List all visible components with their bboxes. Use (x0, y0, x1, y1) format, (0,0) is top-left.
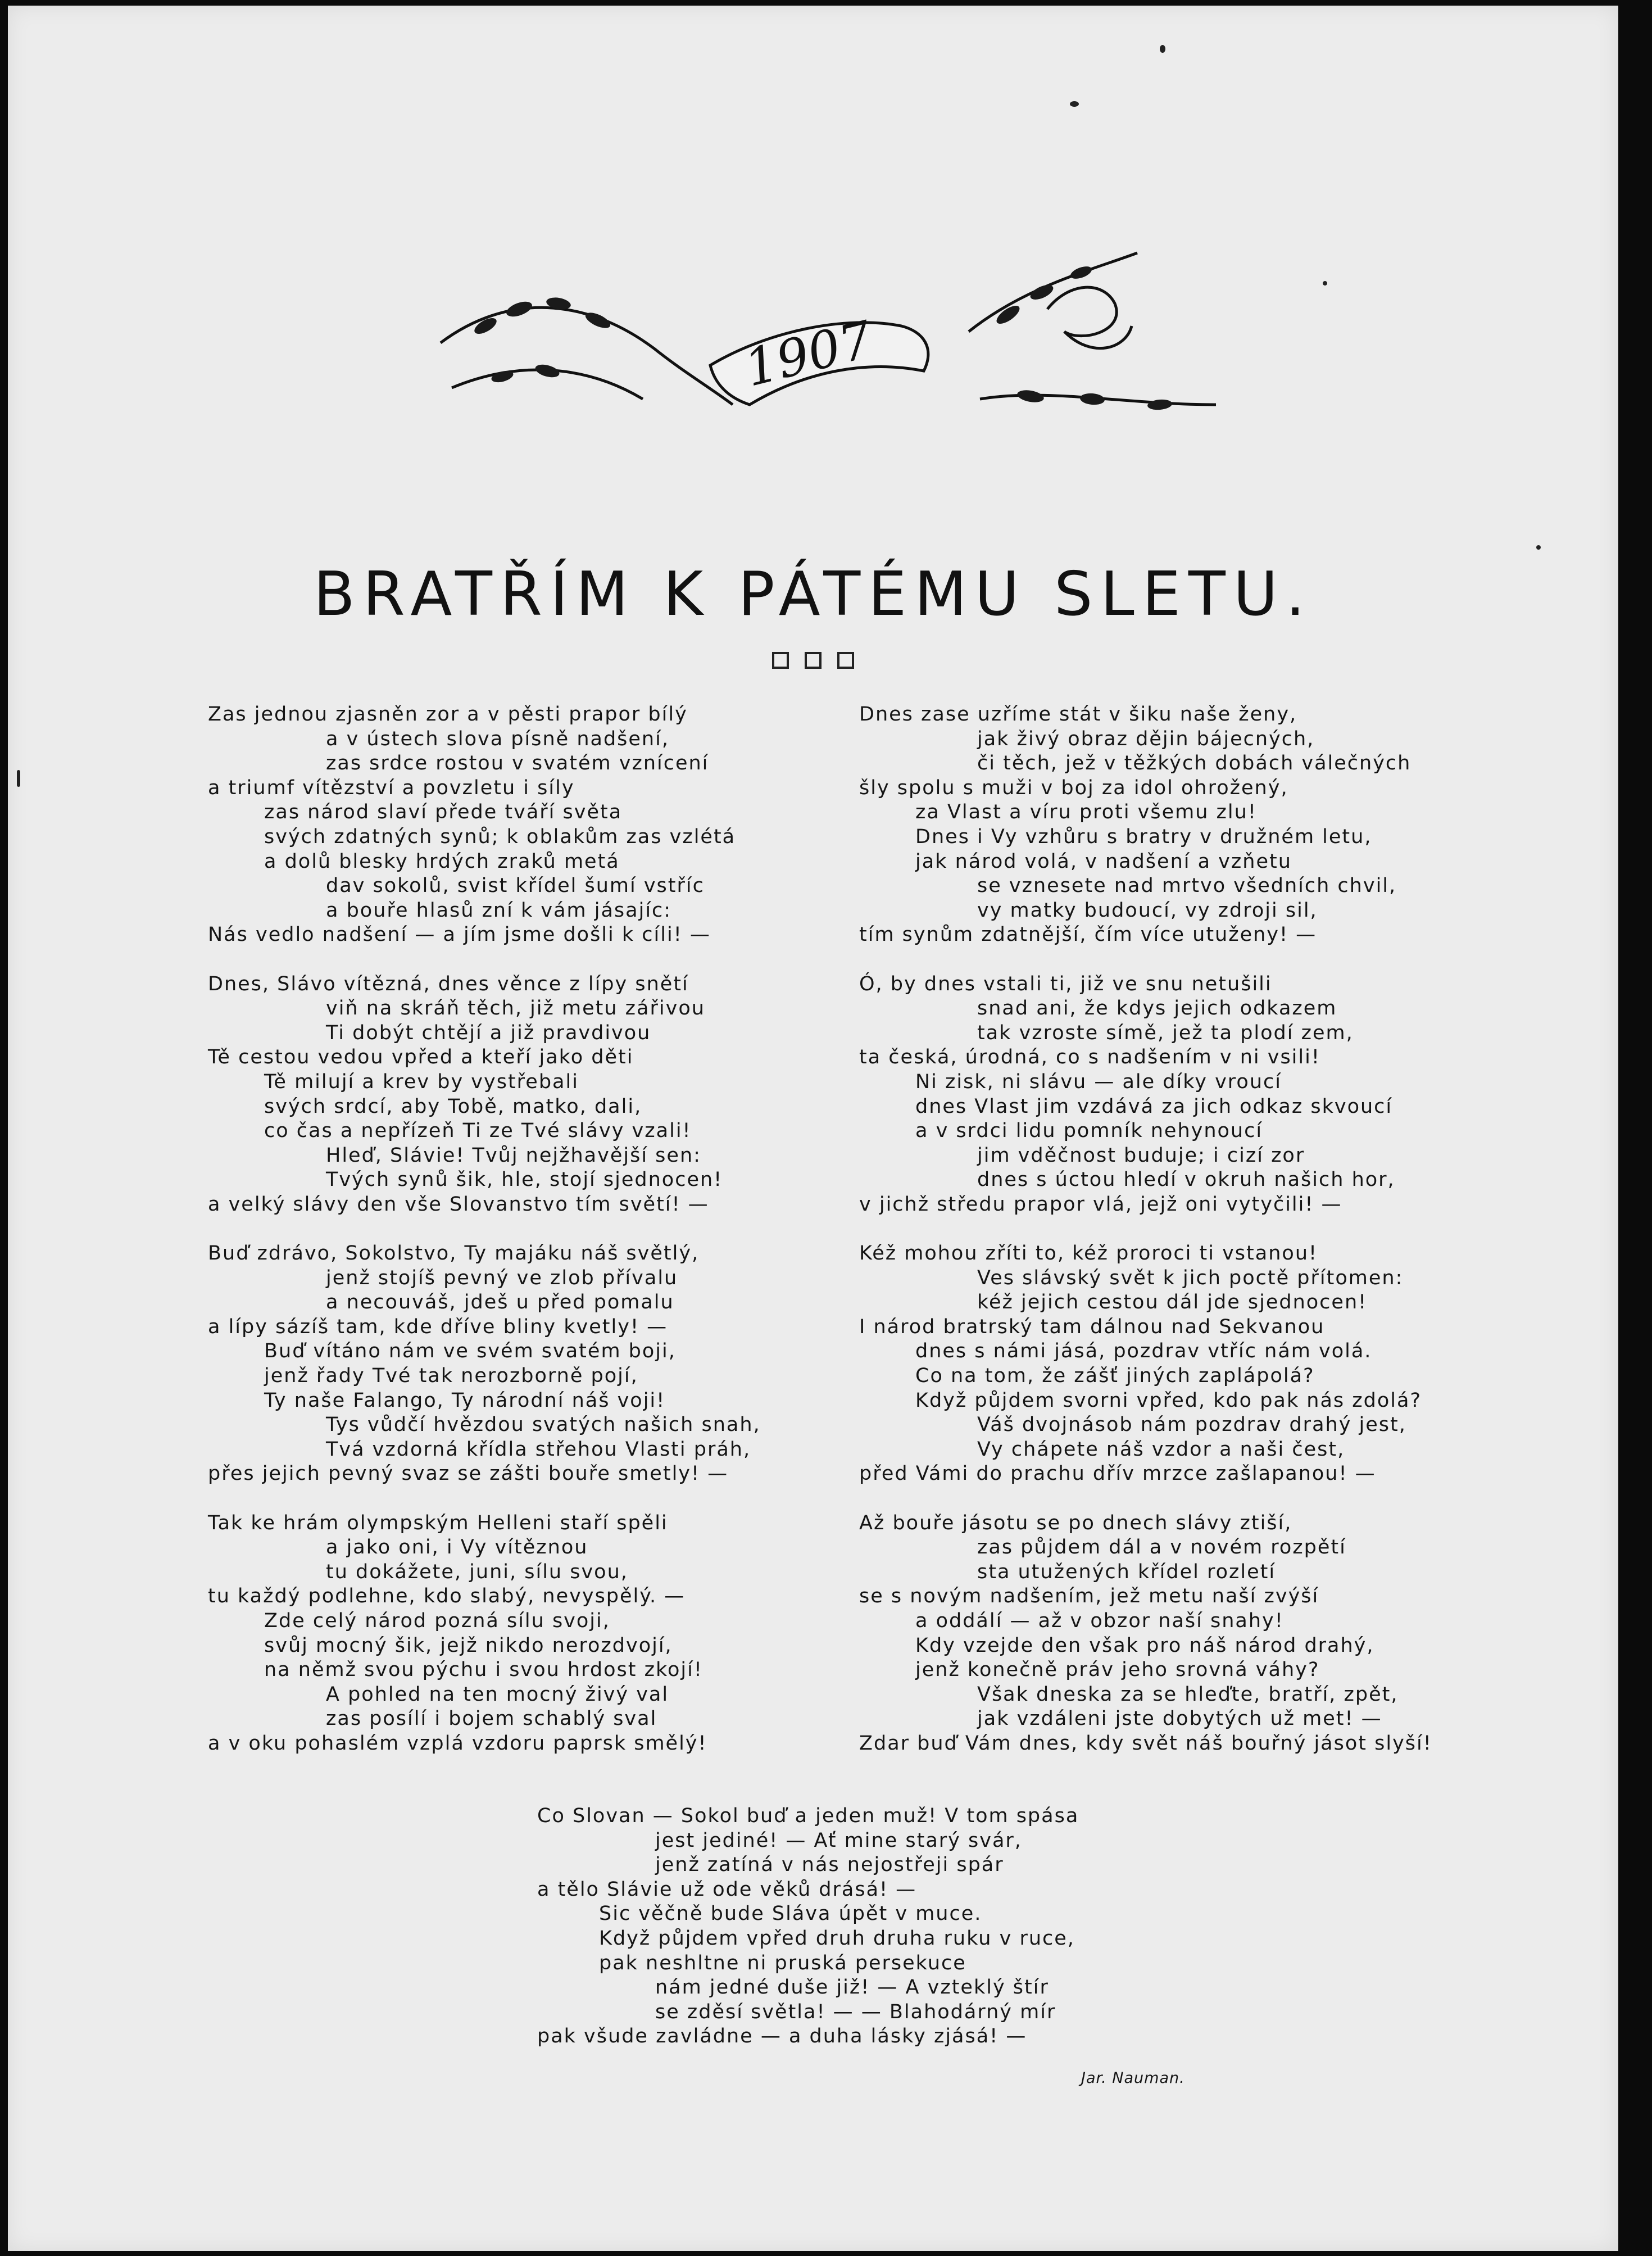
verse-line: tu dokážete, juni, sílu svou, (326, 1560, 628, 1583)
verse-line: Buď zdrávo, Sokolstvo, Ty majáku náš světlý, (208, 1242, 700, 1265)
verse-line: a dolů blesky hrdých zraků metá (264, 850, 620, 873)
verse-line: dnes s úctou hledí v okruh našich hor, (977, 1168, 1395, 1192)
verse-line: Tvá vzdorná křídla střehou Vlasti práh, (326, 1438, 751, 1461)
verse-line: jak národ volá, v nadšení a vzňetu (915, 850, 1292, 873)
verse-line: svůj mocný šik, jejž nikdo nerozdvojí, (264, 1634, 673, 1657)
verse-line: Ves slávský svět k jich poctě přítomen: (977, 1266, 1404, 1289)
verse-line: A pohled na ten mocný živý val (326, 1683, 669, 1706)
verse-line: pak neshltne ni pruská persekuce (599, 1951, 966, 1974)
verse-line: Vy chápete náš vzdor a naši čest, (977, 1438, 1345, 1461)
verse-line: jest jediné! — Ať mine starý svár, (655, 1829, 1022, 1852)
verse-line: Když půjdem vpřed druh druha ruku v ruce, (599, 1927, 1075, 1950)
paper-speck (1536, 545, 1541, 550)
paper-speck (1160, 45, 1165, 53)
poem-right-column (859, 703, 1432, 1781)
verse-line: pak všude zavládne — a duha lásky zjásá! — (537, 2025, 1027, 2048)
title-ornament (8, 652, 1618, 669)
verse-line: za Vlast a víru proti všemu zlu! (915, 801, 1257, 824)
verse-line: jak živý obraz dějin bájecných, (977, 727, 1315, 750)
verse-line: Sic věčně bude Sláva úpět v muce. (599, 1902, 982, 1926)
verse-line: ta česká, úrodná, co s nadšením v ni vsili! (859, 1046, 1320, 1069)
poem-title: BRATŘÍM K PÁTÉMU SLETU. (313, 559, 1313, 629)
verse-line: přes jejich pevný svaz se zášti bouře smetly! — (208, 1462, 729, 1485)
verse-line: Co na tom, že zášť jiných zaplápolá? (915, 1365, 1315, 1388)
page-sheet (8, 6, 1618, 2251)
verse-line: Co Slovan — Sokol buď a jeden muž! V tom spása (537, 1805, 1079, 1827)
ornamental-vignette (418, 219, 1261, 523)
verse-line: Buď vítáno nám ve svém svatém boji, (264, 1340, 676, 1363)
paper-speck (17, 770, 20, 787)
stanza (859, 972, 1432, 1217)
verse-line: Zas jednou zjasněn zor a v pěsti prapor bílý (208, 703, 688, 726)
verse-line: Nás vedlo nadšení — a jím jsme došli k cíli! — (208, 923, 711, 946)
verse-line: Tě cestou vedou vpřed a kteří jako děti (208, 1046, 634, 1069)
verse-line: jim vděčnost buduje; i cizí zor (977, 1144, 1305, 1167)
verse-line: jak vzdáleni jste dobytých už met! — (977, 1707, 1382, 1730)
verse-line: a v oku pohaslém vzplá vzdoru paprsk smělý! (208, 1732, 707, 1755)
verse-line: Tys vůdčí hvězdou svatých našich snah, (326, 1414, 761, 1437)
verse-line: nám jedné duše již! — A vzteklý štír (655, 1976, 1049, 1999)
verse-line: Váš dvojnásob nám pozdrav drahý jest, (977, 1414, 1406, 1437)
verse-line: zas národ slaví přede tváří světa (264, 801, 623, 824)
verse-line: šly spolu s muži v boj za idol ohrožený, (859, 776, 1288, 799)
stanza (859, 703, 1432, 948)
verse-line: snad ani, že kdys jejich odkazem (977, 997, 1337, 1020)
verse-line: jenž řady Tvé tak nerozborně pojí, (264, 1365, 638, 1388)
verse-line: dav sokolů, svist křídel šumí vstříc (326, 875, 705, 898)
verse-line: Ni zisk, ni slávu — ale díky vroucí (915, 1070, 1282, 1093)
verse-line: zas půjdem dál a v novém rozpětí (977, 1536, 1346, 1559)
verse-line: vy matky budoucí, vy zdroji sil, (977, 899, 1318, 922)
verse-line: a jako oni, i Vy vítěznou (326, 1536, 588, 1559)
verse-line: Ó, by dnes vstali ti, již ve snu netušili (859, 972, 1272, 995)
vignette-year: 1907 (739, 310, 878, 398)
verse-line: svých zdatných synů; k oblakům zas vzlétá (264, 825, 736, 848)
verse-line: tím synům zdatnější, čím více utuženy! — (859, 923, 1317, 946)
verse-line: Hleď, Slávie! Tvůj nejžhavější sen: (326, 1144, 701, 1167)
verse-line: sta utužených křídel rozletí (977, 1560, 1276, 1583)
verse-line: Ti dobýt chtějí a již pravdivou (326, 1021, 651, 1044)
verse-line: Tvých synů šik, hle, stojí sjednocen! (326, 1168, 723, 1192)
verse-line: či těch, jež v těžkých dobách válečných (977, 752, 1412, 775)
verse-line: Dnes i Vy vzhůru s bratry v družném letu, (915, 825, 1372, 848)
verse-line: v jichž středu prapor vlá, jejž oni vytyčili! — (859, 1193, 1342, 1216)
verse-line: a necouváš, jdeš u před pomalu (326, 1291, 674, 1314)
verse-line: se vznesete nad mrtvo všedních chvil, (977, 875, 1397, 898)
verse-line: a tělo Slávie už ode věků drásá! — (537, 1878, 917, 1901)
verse-line: Až bouře jásotu se po dnech slávy ztiší, (859, 1511, 1292, 1534)
verse-line: a v ústech slova písně nadšení, (326, 727, 669, 750)
verse-line: zas srdce rostou v svatém vznícení (326, 752, 709, 775)
verse-line: a lípy sázíš tam, kde dříve bliny kvetly! — (208, 1315, 668, 1338)
verse-line: svých srdcí, aby Tobě, matko, dali, (264, 1095, 642, 1118)
verse-line: Když půjdem svorni vpřed, kdo pak nás zdolá? (915, 1389, 1422, 1412)
verse-line: na němž svou pýchu i svou hrdost zkojí! (264, 1659, 703, 1682)
verse-line: Zdar buď Vám dnes, kdy svět náš bouřný jásot slyší! (859, 1732, 1432, 1755)
verse-line: Kdy vzejde den však pro náš národ drahý, (915, 1634, 1374, 1657)
paper-speck (1323, 281, 1327, 286)
verse-line: a v srdci lidu pomník nehynoucí (915, 1120, 1263, 1143)
verse-line: Dnes, Slávo vítězná, dnes věnce z lípy snětí (208, 972, 689, 995)
verse-line: kéž jejich cestou dál jde sjednocen! (977, 1291, 1368, 1314)
verse-line: Zde celý národ pozná sílu svoji, (264, 1609, 610, 1632)
stanza (859, 1242, 1432, 1487)
verse-line: I národ bratrský tam dálnou nad Sekvanou (859, 1315, 1325, 1338)
verse-line: se zděsí světla! — — Blahodárný mír (655, 2000, 1056, 2023)
verse-line: zas posílí i bojem schablý sval (326, 1707, 657, 1730)
verse-line: tu každý podlehne, kdo slabý, nevyspělý. — (208, 1585, 686, 1608)
verse-line: a bouře hlasů zní k vám jásajíc: (326, 899, 672, 922)
verse-line: tak vzroste símě, jež ta plodí zem, (977, 1021, 1354, 1044)
verse-line: jenž zatíná v nás nejostřeji spár (655, 1854, 1004, 1877)
verse-line: dnes Vlast jim vzdává za jich odkaz skvoucí (915, 1095, 1393, 1118)
verse-line: jenž konečně práv jeho srovná váhy? (915, 1659, 1320, 1682)
stanza (208, 1511, 761, 1756)
verse-line: Tak ke hrám olympským Helleni staří spěli (208, 1511, 668, 1534)
author-signature: Jar. Nauman. (1081, 2069, 1185, 2087)
verse-line: Tě milují a krev by vystřebali (264, 1070, 579, 1093)
stanza (859, 1511, 1432, 1756)
verse-line: dnes s námi jásá, pozdrav vtříc nám volá. (915, 1340, 1372, 1363)
verse-line: Dnes zase uzříme stát v šiku naše ženy, (859, 703, 1297, 726)
verse-line: a velký slávy den vše Slovanstvo tím světí! — (208, 1193, 709, 1216)
verse-line: Však dneska za se hleďte, bratří, zpět, (977, 1683, 1399, 1706)
verse-line: viň na skráň těch, již metu zářivou (326, 997, 705, 1020)
poem-closing-stanza (537, 1804, 1079, 2049)
verse-line: Ty naše Falango, Ty národní náš voji! (264, 1389, 666, 1412)
verse-line: jenž stojíš pevný ve zlob přívalu (326, 1266, 678, 1289)
stanza (208, 1242, 761, 1487)
stanza (208, 703, 761, 948)
paper-speck (1070, 101, 1079, 107)
laurel-banner-illustration (418, 219, 1261, 523)
verse-line: se s novým nadšením, jež metu naší zvýší (859, 1585, 1319, 1608)
poem-left-column (208, 703, 761, 1781)
verse-line: a oddálí — až v obzor naší snahy! (915, 1609, 1284, 1632)
verse-line: a triumf vítězství a povzletu i síly (208, 776, 575, 799)
verse-line: před Vámi do prachu dřív mrzce zašlapanou! — (859, 1462, 1376, 1485)
verse-line: co čas a nepřízeň Ti ze Tvé slávy vzali! (264, 1120, 692, 1143)
stanza (208, 972, 761, 1217)
verse-line: Kéž mohou zříti to, kéž proroci ti vstanou! (859, 1242, 1318, 1265)
